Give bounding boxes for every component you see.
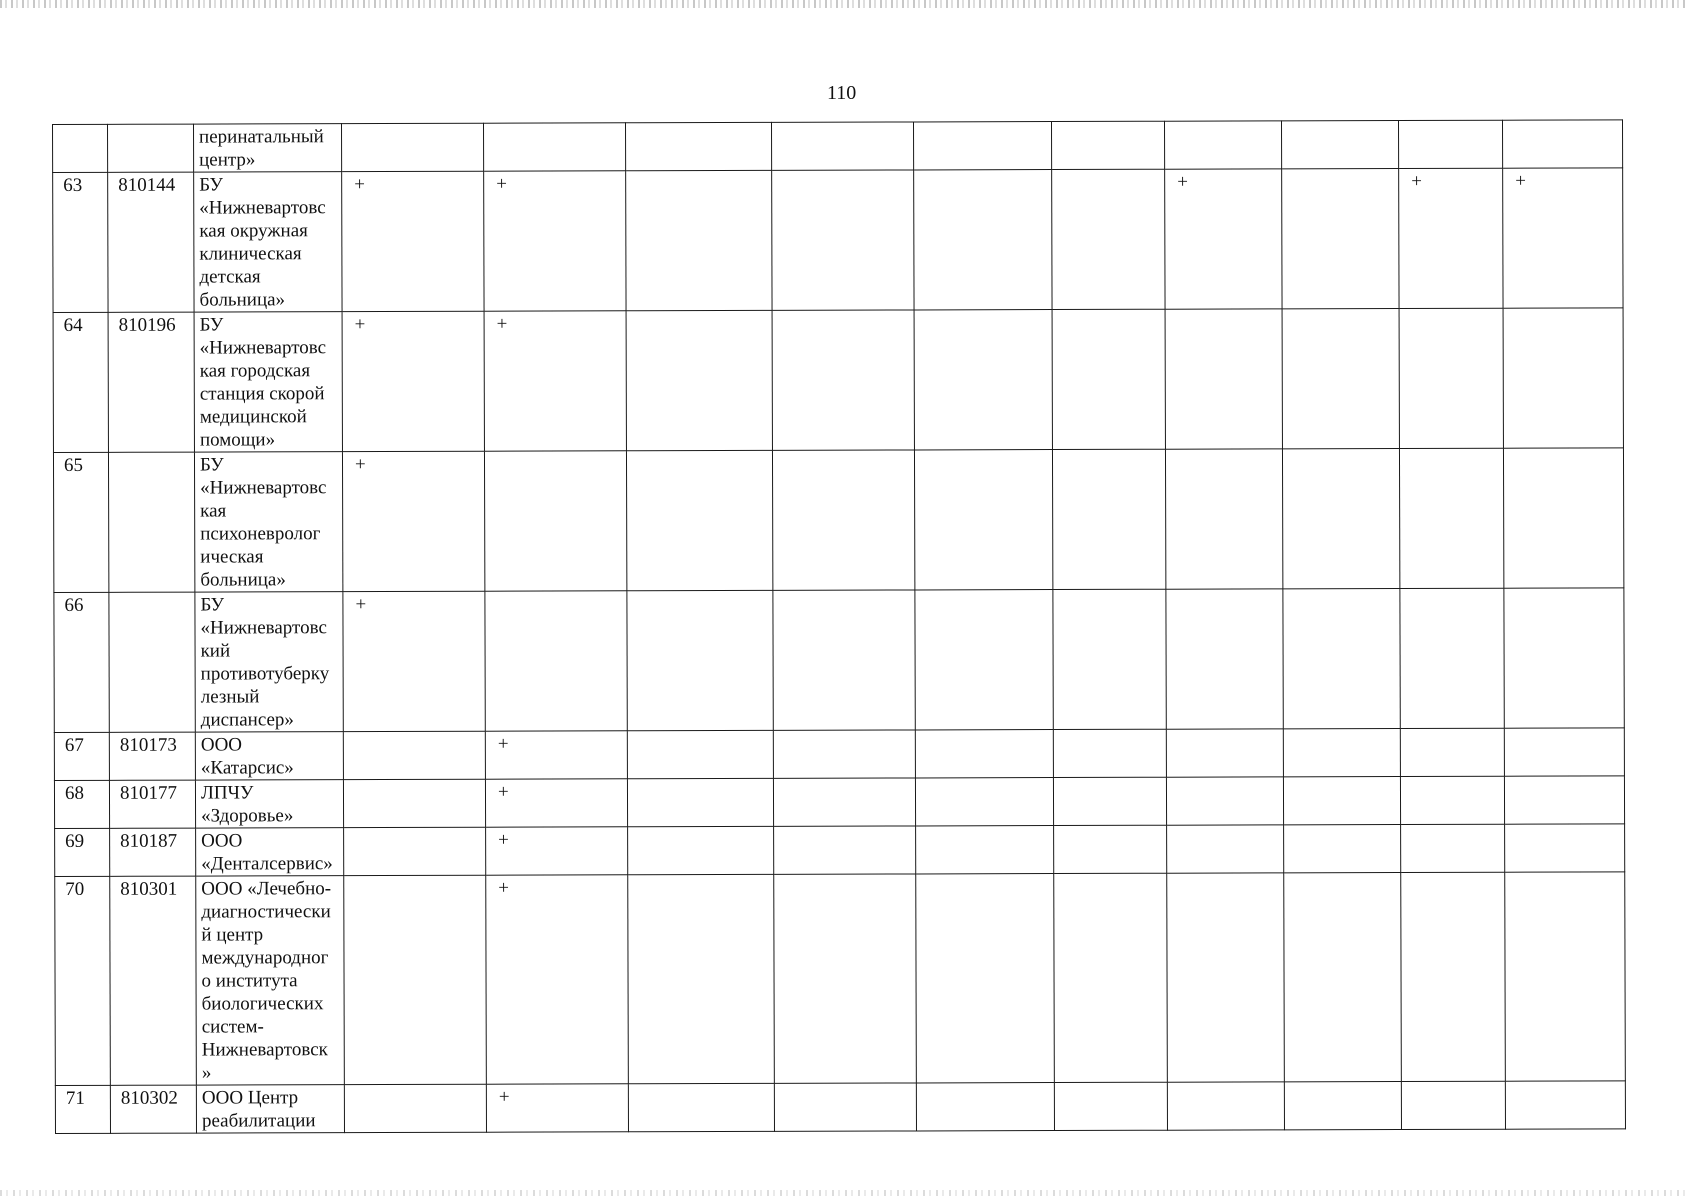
mark-cell: + (484, 171, 626, 311)
mark-cell (344, 875, 487, 1084)
mark-cell (1165, 309, 1282, 449)
mark-cell (484, 451, 626, 591)
mark-cell (1284, 1082, 1401, 1130)
org-name-cell: ООО «Лечебно- диагностически й центр международног о института биологических систем- Нижневартовск » (196, 876, 345, 1085)
table-row (53, 308, 1623, 453)
mark-cell (1504, 776, 1624, 824)
table-row (54, 588, 1624, 733)
mark-cell (627, 730, 773, 778)
mark-cell (1503, 308, 1623, 448)
org-name-cell: БУ «Нижневартовс кий противотуберку лезный диспансер» (195, 592, 343, 732)
mark-cell (1053, 777, 1166, 825)
row-number-cell: 65 (53, 452, 108, 592)
mark-cell (344, 827, 486, 875)
mark-cell (772, 310, 914, 450)
mark-cell (914, 450, 1052, 590)
registry-table (52, 119, 1626, 1134)
table-row (54, 776, 1624, 829)
mark-cell (1167, 873, 1285, 1082)
mark-cell (625, 122, 771, 170)
mark-cell (1282, 309, 1399, 449)
row-number-cell: 64 (53, 312, 108, 452)
table-row (55, 1081, 1625, 1134)
mark-cell (1401, 824, 1505, 872)
mark-cell (628, 874, 775, 1083)
org-code-cell (108, 452, 194, 592)
table-row (53, 120, 1623, 173)
mark-cell (1399, 448, 1503, 588)
mark-cell (1054, 825, 1167, 873)
mark-cell (1502, 120, 1622, 168)
mark-cell (1400, 588, 1504, 728)
mark-cell (1053, 589, 1166, 729)
mark-cell (772, 450, 914, 590)
mark-cell (1054, 1082, 1167, 1130)
row-number-cell (53, 124, 108, 172)
mark-cell (1166, 729, 1283, 777)
org-code-cell: 810144 (108, 172, 194, 312)
org-name-cell: ООО «Катарсис» (195, 732, 343, 780)
mark-cell (1503, 448, 1623, 588)
org-code-cell: 810302 (110, 1085, 196, 1133)
org-name-cell: ЛПЧУ «Здоровье» (195, 780, 343, 828)
mark-cell (1282, 169, 1399, 309)
mark-cell (1401, 1081, 1505, 1129)
table-body (53, 120, 1626, 1134)
org-name-cell: ООО Центр реабилитации (196, 1085, 344, 1133)
scan-edge-top (0, 0, 1686, 8)
mark-cell (1400, 728, 1504, 776)
row-number-cell: 68 (54, 780, 109, 828)
mark-cell (1284, 873, 1402, 1082)
mark-cell (1505, 824, 1625, 872)
mark-cell (774, 874, 917, 1083)
org-code-cell: 810301 (110, 876, 197, 1085)
mark-cell (1052, 449, 1165, 589)
row-number-cell: 71 (55, 1085, 110, 1133)
mark-cell (1282, 449, 1399, 589)
mark-cell (1505, 872, 1626, 1081)
row-number-cell: 70 (55, 876, 111, 1085)
mark-cell (344, 1084, 486, 1132)
mark-cell: + (485, 779, 627, 827)
mark-cell: + (342, 451, 484, 591)
mark-cell (1166, 589, 1283, 729)
mark-cell (628, 826, 774, 874)
mark-cell (628, 1083, 774, 1131)
row-number-cell: 67 (54, 732, 109, 780)
mark-cell (915, 590, 1053, 730)
mark-cell (1398, 120, 1502, 168)
mark-cell (1164, 121, 1281, 169)
org-code-cell (109, 592, 195, 732)
mark-cell: + (343, 591, 485, 731)
row-number-cell: 69 (55, 828, 110, 876)
mark-cell: + (484, 311, 626, 451)
mark-cell (1283, 777, 1400, 825)
mark-cell (774, 826, 916, 874)
mark-cell (1400, 776, 1504, 824)
org-code-cell: 810177 (109, 780, 195, 828)
org-name-cell: ООО «Денталсервис» (196, 828, 344, 876)
scan-edge-bottom (0, 1190, 1686, 1196)
mark-cell (626, 310, 772, 450)
mark-cell: + (485, 731, 627, 779)
mark-cell: + (486, 827, 628, 875)
mark-cell (1284, 825, 1401, 873)
org-name-cell: перинатальный центр» (194, 124, 342, 172)
table-row (54, 728, 1624, 781)
org-name-cell: БУ «Нижневартовс кая окружная клиническая детская больница» (194, 172, 342, 312)
org-code-cell: 810173 (109, 732, 195, 780)
mark-cell (343, 731, 485, 779)
mark-cell (1053, 729, 1166, 777)
mark-cell (916, 874, 1055, 1083)
mark-cell (773, 778, 915, 826)
org-code-cell (108, 124, 194, 172)
mark-cell (773, 590, 915, 730)
mark-cell (916, 826, 1054, 874)
mark-cell (1167, 825, 1284, 873)
mark-cell: + (342, 311, 484, 451)
org-name-cell: БУ «Нижневартовс кая городская станция скорой медицинской помощи» (194, 312, 342, 452)
mark-cell (915, 778, 1053, 826)
mark-cell (914, 170, 1052, 310)
mark-cell (1165, 449, 1282, 589)
mark-cell (1401, 872, 1506, 1081)
org-code-cell: 810196 (108, 312, 194, 452)
mark-cell (1399, 308, 1503, 448)
mark-cell (1051, 121, 1164, 169)
mark-cell (342, 123, 484, 171)
mark-cell (483, 123, 625, 171)
mark-cell (485, 591, 627, 731)
table-row (55, 872, 1626, 1086)
mark-cell: + (1165, 169, 1282, 309)
mark-cell (1166, 777, 1283, 825)
mark-cell (1167, 1082, 1284, 1130)
mark-cell (1281, 121, 1398, 169)
mark-cell (915, 730, 1053, 778)
mark-cell: + (1399, 168, 1503, 308)
mark-cell (627, 590, 773, 730)
mark-cell (1283, 729, 1400, 777)
mark-cell (773, 730, 915, 778)
mark-cell (774, 1083, 916, 1131)
mark-cell (1283, 589, 1400, 729)
mark-cell (626, 450, 772, 590)
mark-cell (772, 170, 914, 310)
mark-cell (1052, 169, 1165, 309)
mark-cell (626, 170, 772, 310)
mark-cell (1504, 588, 1624, 728)
mark-cell (627, 778, 773, 826)
table-row (55, 824, 1625, 877)
mark-cell (913, 122, 1051, 170)
mark-cell (914, 310, 1052, 450)
table-row (53, 168, 1623, 313)
org-code-cell: 810187 (110, 828, 196, 876)
mark-cell (916, 1083, 1054, 1131)
mark-cell: + (1503, 168, 1623, 308)
mark-cell (343, 779, 485, 827)
org-name-cell: БУ «Нижневартовс кая психоневролог ическая больница» (194, 452, 342, 592)
mark-cell (1054, 873, 1168, 1082)
mark-cell (771, 122, 913, 170)
mark-cell: + (486, 1084, 628, 1132)
mark-cell (1504, 728, 1624, 776)
row-number-cell: 66 (54, 592, 109, 732)
mark-cell (1505, 1081, 1625, 1129)
table-row (53, 448, 1623, 593)
mark-cell (1052, 309, 1165, 449)
mark-cell: + (342, 171, 484, 311)
row-number-cell: 63 (53, 172, 108, 312)
page-number: 110 (827, 82, 857, 104)
mark-cell: + (486, 875, 629, 1084)
